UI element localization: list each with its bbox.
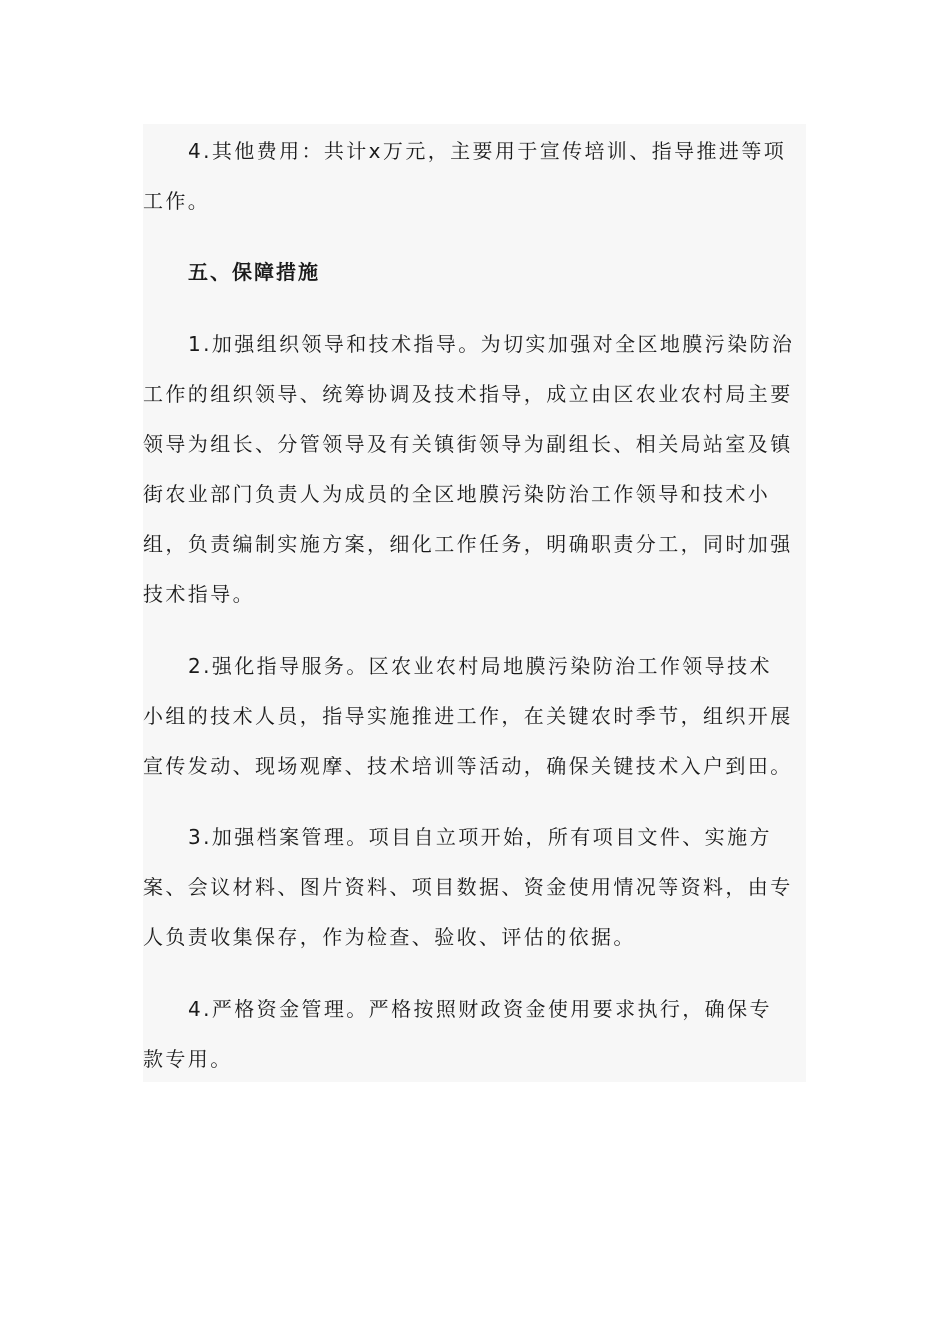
paragraph-measure-organization: 1.加强组织领导和技术指导。为切实加强对全区地膜污染防治工作的组织领导、统筹协调及技术指导，成立由区农业农村局主要领导为组长、分管领导及有关镇街领导为副组长、相关局站室及镇街农业部门负责人为成员的全区地膜污染防治工作领导和技术小组，负责编制实施方案，细化工作任务，明确职责分工，同时加强技术指导。 <box>143 332 795 606</box>
section-heading-safeguards: 五、保障措施 <box>188 260 320 284</box>
document-body <box>143 124 806 1082</box>
paragraph-other-costs: 4.其他费用：共计x万元，主要用于宣传培训、指导推进等项工作。 <box>143 139 787 213</box>
paragraph-measure-archives: 3.加强档案管理。项目自立项开始，所有项目文件、实施方案、会议材料、图片资料、项目数据、资金使用情况等资料，由专人负责收集保存，作为检查、验收、评估的依据。 <box>143 825 793 949</box>
paragraph-measure-guidance: 2.强化指导服务。区农业农村局地膜污染防治工作领导技术小组的技术人员，指导实施推进工作，在关键农时季节，组织开展宣传发动、现场观摩、技术培训等活动，确保关键技术入户到田。 <box>143 654 793 778</box>
paragraph-measure-funds: 4.严格资金管理。严格按照财政资金使用要求执行，确保专款专用。 <box>143 997 772 1071</box>
